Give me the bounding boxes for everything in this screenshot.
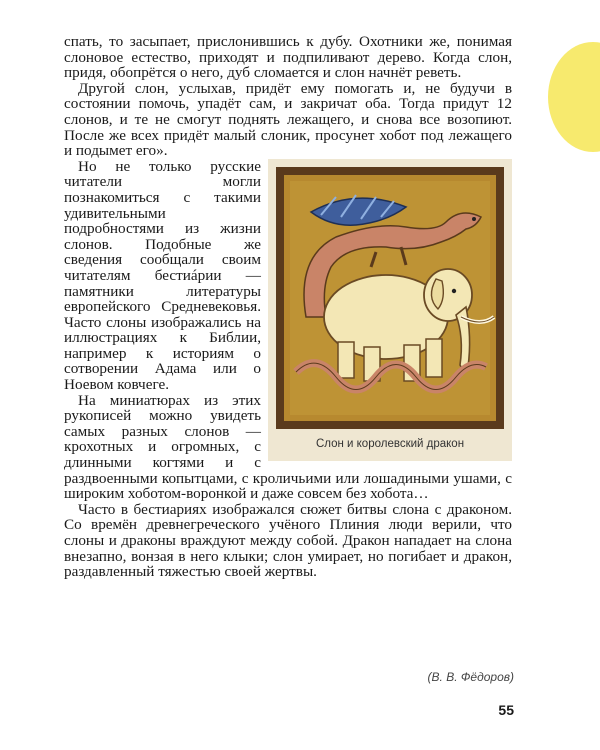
page-number: 55 xyxy=(498,702,514,718)
figure-caption: Слон и королевский дракон xyxy=(315,437,465,450)
paragraph: На миниатюрах из этих рукописей можно увидеть самых разных слонов — крохотных и огромных, с длинными когтями и с раздвоенными копытцами, с кроличьими или лошадиными ушами, с широким хоботом-воронкой и даже совсем без хобота… xyxy=(64,391,512,503)
illustration-figure xyxy=(268,159,512,461)
paragraph: спать, то засыпает, прислонившись к дубу. Охотники же, понимая слоновое естество, приходят и подпиливают дерево. Когда слон, придя, обопрётся о него, дуб сломается и слон начнёт реветь. xyxy=(64,33,512,82)
page-text xyxy=(64,34,512,580)
paragraph: Но не только русские читатели могли познакомиться с такими удивительными подробностями из жизни слонов. Подобные же сведения сообщали своим читателям бестиáрии — памятники литературы европейского Средневековья. Часто слоны изображались на иллюстрациях к Библии, например к историям о сотворении Адама или о Ноевом ковчеге. xyxy=(64,157,261,394)
author-attribution: (В. В. Фёдоров) xyxy=(427,670,514,684)
elephant-dragon-illustration xyxy=(276,167,504,429)
yellow-page-tab xyxy=(548,42,600,152)
paragraph: Часто в бестиариях изображался сюжет битвы слона с драконом. Со времён древнегреческого учёного Плиния люди верили, что слоны и драконы враждуют между собой. Дракон нападает на слона внезапно, вонзая в него клыки; слон умирает, но погибает и дракон, раздавленный тяжестью своей жертвы. xyxy=(64,500,512,581)
paragraph: Другой слон, услыхав, придёт ему помогать и, не будучи в состоянии помочь, упадёт сам, и закричат оба. Тогда придут 12 слонов, и те не смогут поднять лежащего, и снова все возопиют. После же всех придёт малый слоник, просунет хобот под лежащего и подымет его». xyxy=(64,79,512,160)
